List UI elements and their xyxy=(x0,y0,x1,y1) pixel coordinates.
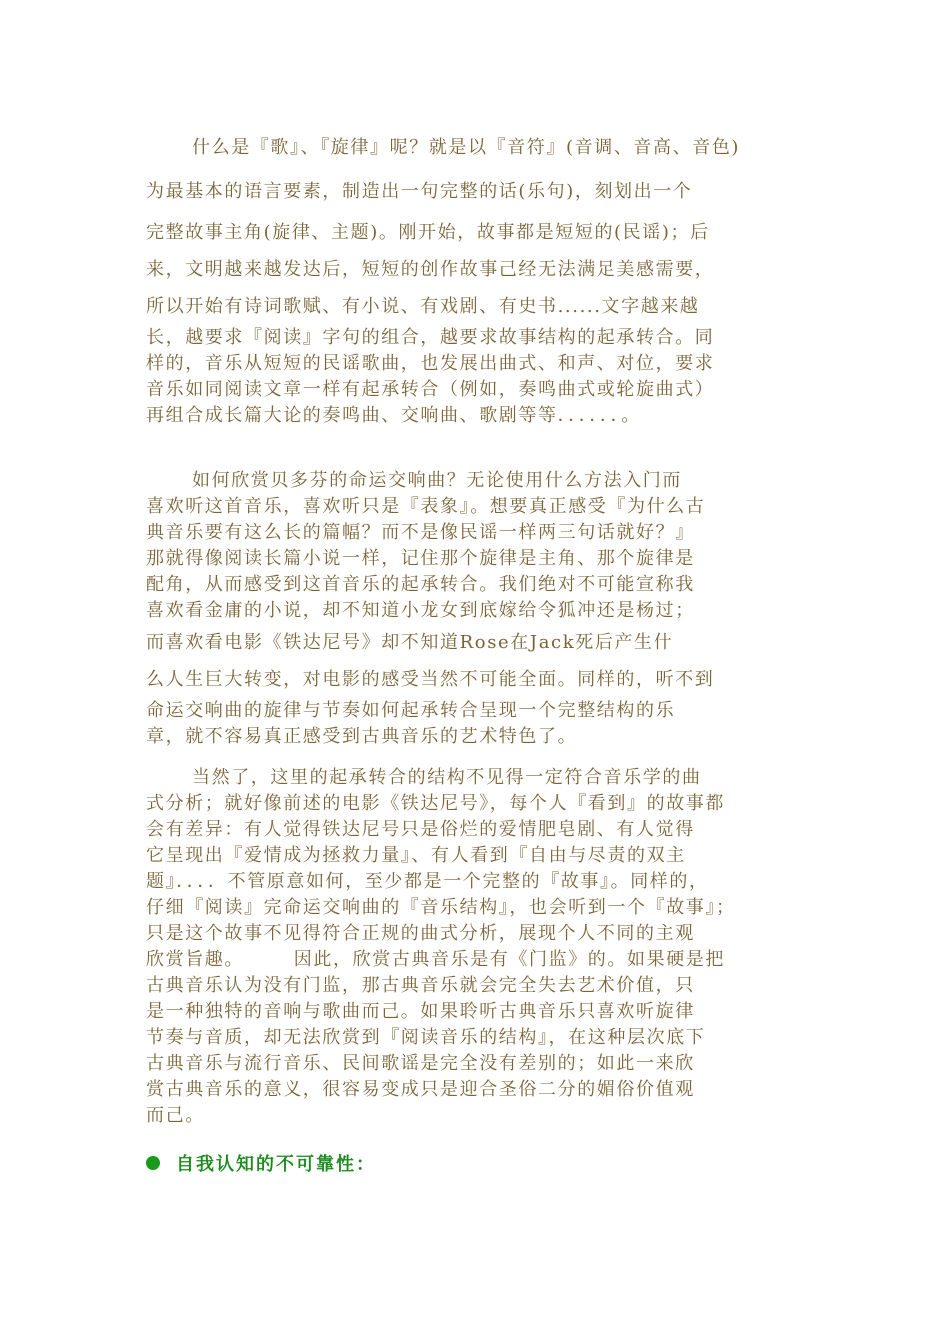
paragraph-line: 而喜欢看电影《铁达尼号》却不知道Rose在Jack死后产生什 xyxy=(146,632,674,653)
paragraph-line: 仔细『阅读』完命运交响曲的『音乐结构』，也会听到一个『故事』； xyxy=(146,897,736,918)
paragraph-3 xyxy=(146,765,814,1129)
paragraph-line: 长，越要求『阅读』字句的组合，越要求故事结构的起承转合。同 xyxy=(146,327,715,348)
paragraph-line: 赏古典音乐的意义，很容易变成只是迎合圣俗二分的媚俗价值观 xyxy=(146,1079,695,1100)
paragraph-line: 什么是『歌』、『旋律』呢？就是以『音符』(音调、音高、音色) xyxy=(192,137,741,158)
section-heading-text: 自我认知的不可靠性： xyxy=(176,1154,376,1175)
paragraph-line: 式分析；就好像前述的电影《铁达尼号》，每个人『看到』的故事都 xyxy=(146,793,725,814)
paragraph-line: 题』．．．．不管原意如何，至少都是一个完整的『故事』。同样的， xyxy=(146,871,709,892)
paragraph-line: 样的，音乐从短短的民谣歌曲，也发展出曲式、和声、对位，要求 xyxy=(146,353,715,374)
paragraph-line: 会有差异：有人觉得铁达尼号只是俗烂的爱情肥皂剧、有人觉得 xyxy=(146,819,695,840)
paragraph-line: 所以开始有诗词歌赋、有小说、有戏剧、有史书......文字越来越 xyxy=(146,296,700,317)
section-heading xyxy=(146,1150,376,1180)
paragraph-line: 完整故事主角(旋律、主题)。刚开始，故事都是短短的(民谣)；后 xyxy=(146,222,710,243)
paragraph-line: 么人生巨大转变，对电影的感受当然不可能全面。同样的，听不到 xyxy=(146,669,715,690)
paragraph-2 xyxy=(146,468,814,750)
paragraph-line: 它呈现出『爱情成为拯救力量』、有人看到『自由与尽责的双主 xyxy=(146,845,686,866)
paragraph-line: 古典音乐与流行音乐、民间歌谣是完全没有差别的；如此一来欣 xyxy=(146,1053,695,1074)
paragraph-line: 而己。 xyxy=(146,1105,205,1126)
paragraph-line: 命运交响曲的旋律与节奏如何起承转合呈现一个完整结构的乐 xyxy=(146,700,676,721)
paragraph-line: 如何欣赏贝多芬的命运交响曲？无论使用什么方法入门而 xyxy=(192,470,682,491)
bullet-dot-icon xyxy=(146,1156,160,1170)
paragraph-line: 古典音乐认为没有门监，那古典音乐就会完全失去艺术价值，只 xyxy=(146,975,695,996)
paragraph-line: 欣赏旨趣。 因此，欣赏古典音乐是有《门监》的。如果硬是把 xyxy=(146,949,725,970)
paragraph-line: 喜欢看金庸的小说，却不知道小龙女到底嫁给令狐冲还是杨过； xyxy=(146,600,695,621)
paragraph-line: 喜欢听这首音乐，喜欢听只是『表象』。想要真正感受『为什么古 xyxy=(146,496,706,517)
paragraph-line: 当然了，这里的起承转合的结构不见得一定符合音乐学的曲 xyxy=(192,767,702,788)
paragraph-1 xyxy=(146,126,814,429)
paragraph-line: 是一种独特的音响与歌曲而己。如果聆听古典音乐只喜欢听旋律 xyxy=(146,1001,695,1022)
paragraph-line: 配角，从而感受到这首音乐的起承转合。我们绝对不可能宣称我 xyxy=(146,574,695,595)
paragraph-line: 音乐如同阅读文章一样有起承转合（例如，奏鸣曲式或轮旋曲式） xyxy=(146,379,715,400)
paragraph-line: 为最基本的语言要素，制造出一句完整的话(乐句)，刻划出一个 xyxy=(146,181,693,202)
paragraph-line: 典音乐要有这么长的篇幅？而不是像民谣一样两三句话就好？』 xyxy=(146,522,695,543)
paragraph-line: 章，就不容易真正感受到古典音乐的艺术特色了。 xyxy=(146,726,578,747)
paragraph-line: 节奏与音质，却无法欣赏到『阅读音乐的结构』，在这种层次底下 xyxy=(146,1027,706,1048)
paragraph-line: 再组合成长篇大论的奏鸣曲、交响曲、歌剧等等．．．．．．。 xyxy=(146,405,641,426)
paragraph-line: 来，文明越来越发达后，短短的创作故事己经无法满足美感需要， xyxy=(146,259,715,280)
paragraph-line: 只是这个故事不见得符合正规的曲式分析，展现个人不同的主观 xyxy=(146,923,695,944)
paragraph-line: 那就得像阅读长篇小说一样，记住那个旋律是主角、那个旋律是 xyxy=(146,548,695,569)
